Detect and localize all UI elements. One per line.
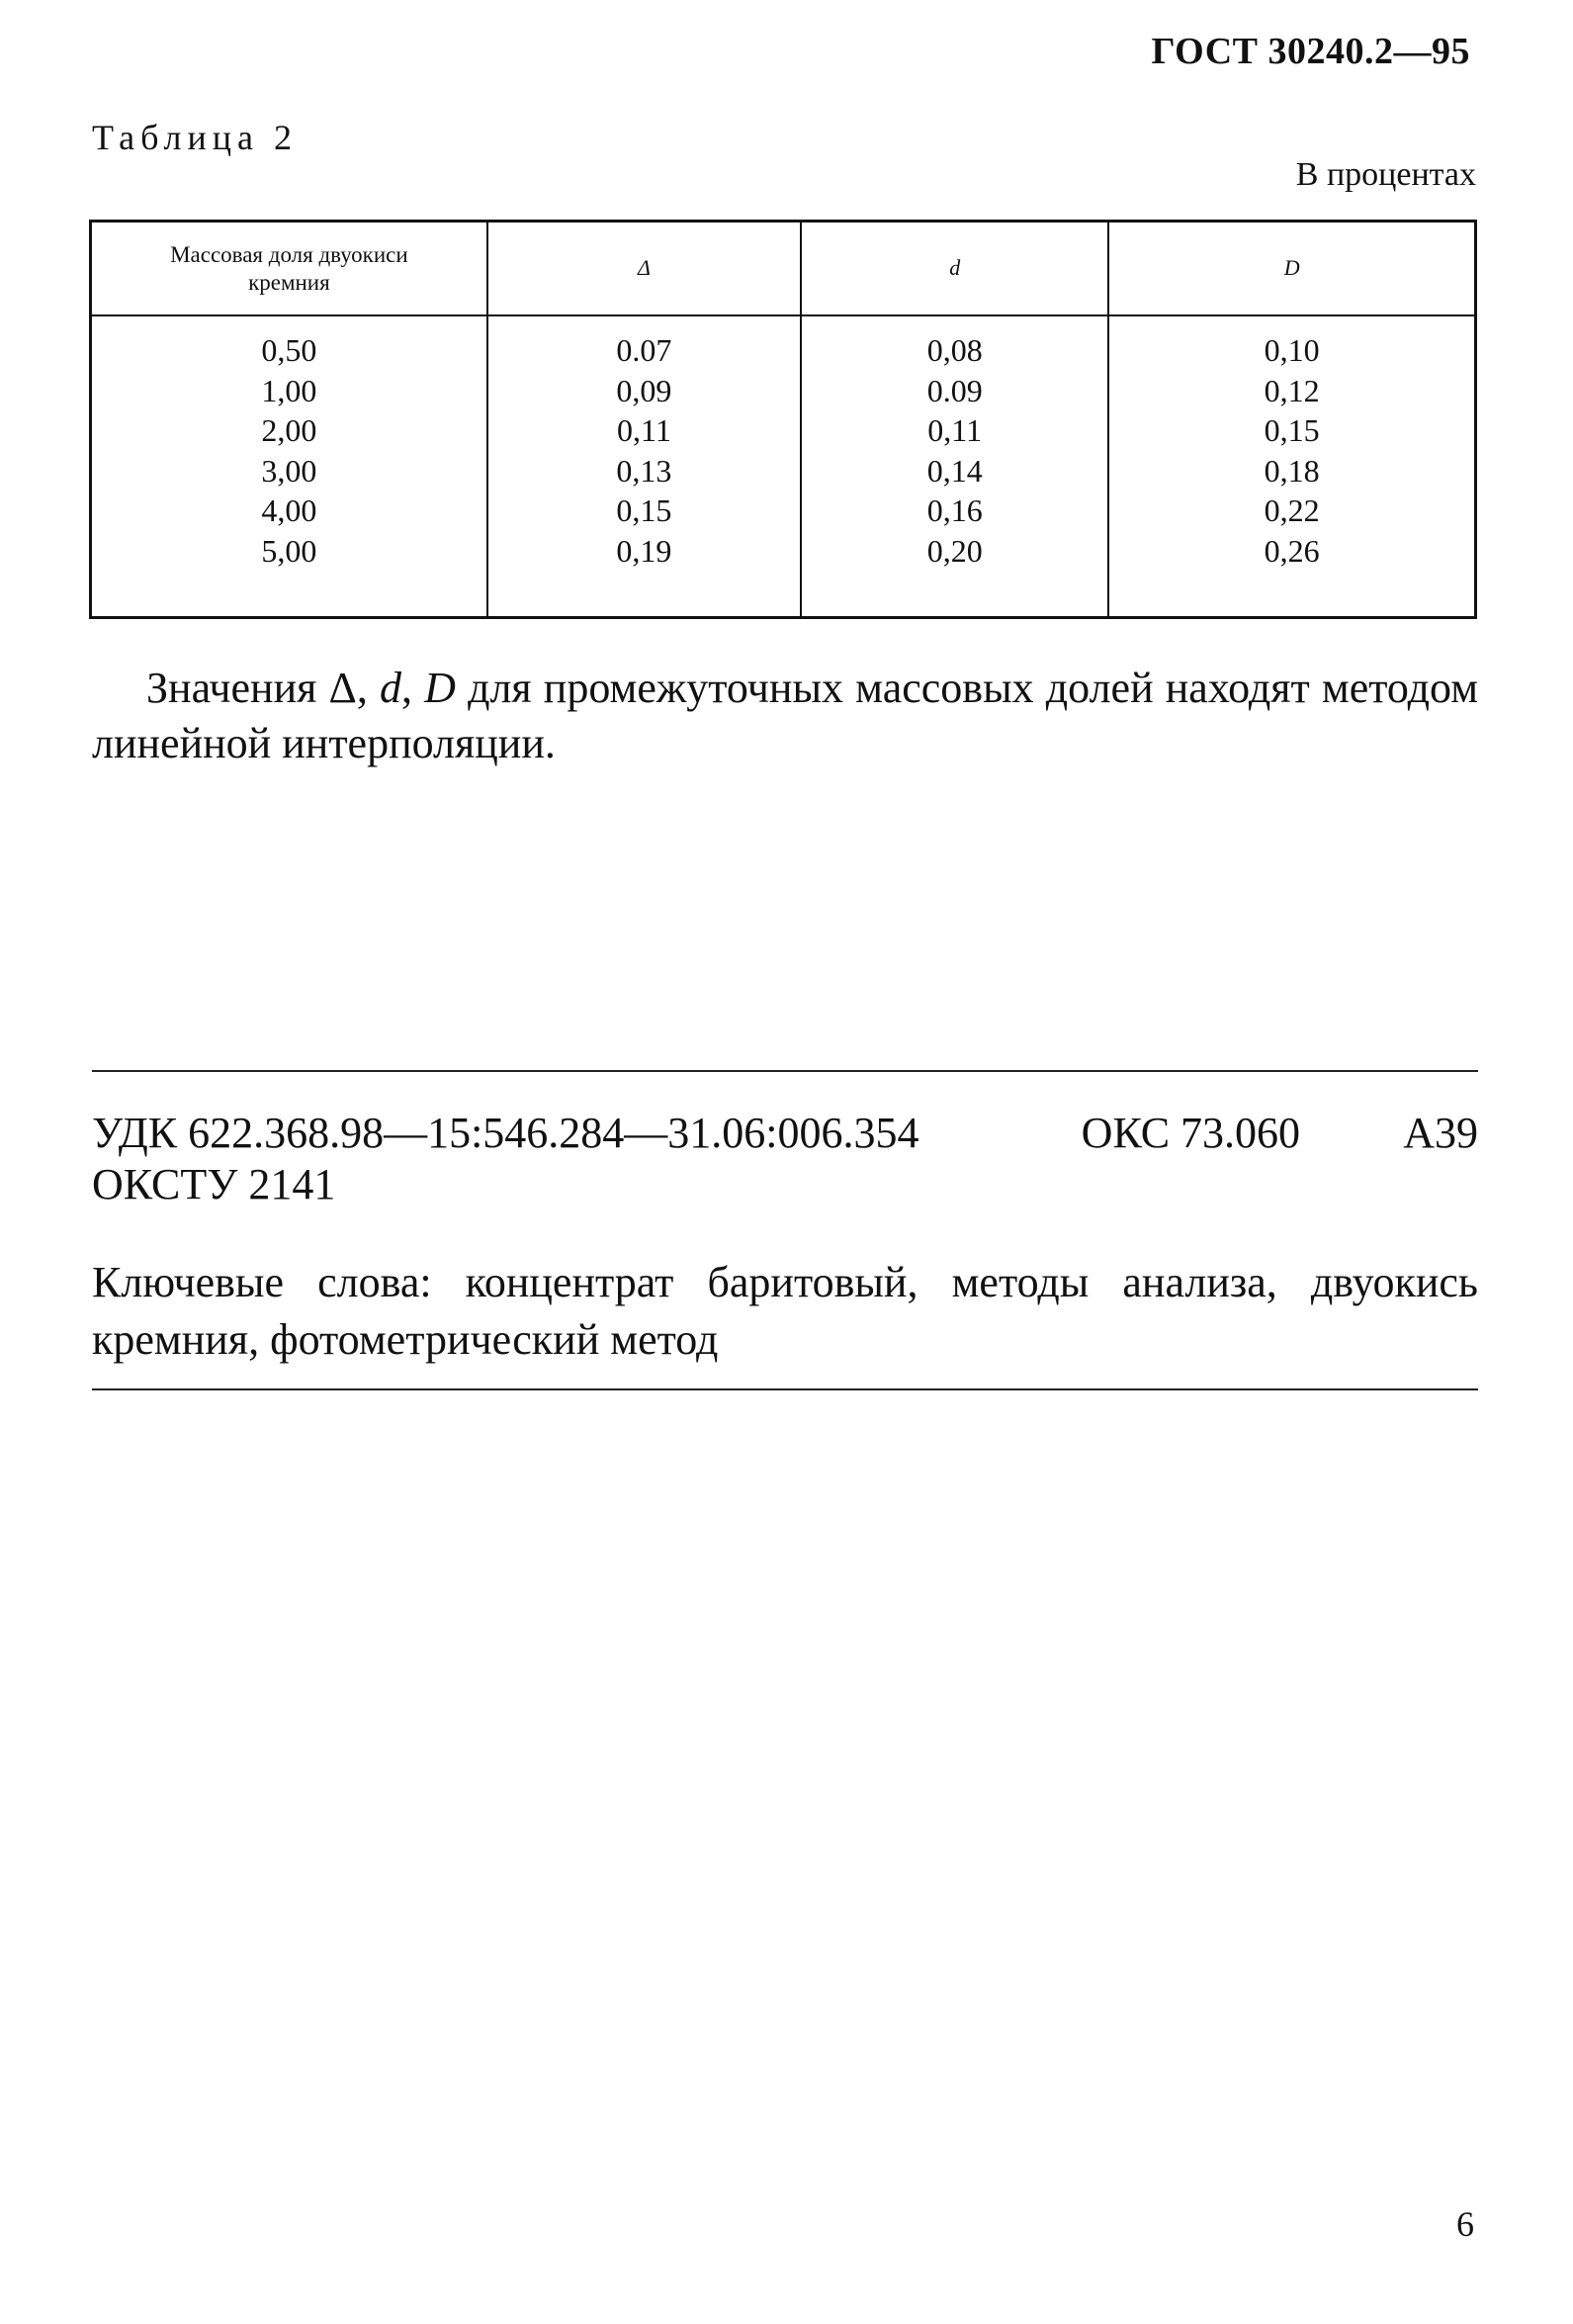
table-body-row — [91, 315, 1476, 618]
table-cell: 1,00 — [261, 372, 317, 408]
column-header-delta: Δ — [487, 222, 801, 316]
classification-line — [92, 1108, 1478, 1158]
note-symbol-d: d — [379, 664, 401, 712]
table-cell: 0,08 — [926, 332, 983, 368]
table-header-row — [91, 222, 1476, 316]
group-code: А39 — [1403, 1109, 1478, 1157]
column-d-values — [801, 315, 1108, 618]
bottom-divider — [92, 1388, 1478, 1390]
table-cell: 0.09 — [926, 372, 983, 408]
keywords — [92, 1254, 1478, 1369]
interpolation-note: Значения Δ, d, D для промежуточных массовых долей находят методом линейной интерполяции. — [92, 664, 1479, 767]
column-delta-values — [487, 315, 801, 618]
table-label: Таблица 2 — [92, 118, 298, 157]
oks-code: ОКС 73.060 — [1081, 1109, 1301, 1157]
table-cell: 0.07 — [616, 332, 672, 368]
note-symbol-delta: Δ — [328, 664, 357, 712]
column-header-D: D — [1108, 222, 1475, 316]
table-cell: 2,00 — [261, 412, 317, 448]
note-symbol-D: D — [424, 664, 456, 712]
table-cell: 4,00 — [261, 492, 317, 528]
table-units: В процентах — [1295, 156, 1476, 193]
table-cell: 0,16 — [926, 492, 983, 528]
table-cell: 0,22 — [1264, 492, 1320, 528]
column-header-mass-fraction: Массовая доля двуокиси кремния — [91, 222, 487, 316]
table-cell: 0,09 — [616, 372, 672, 408]
column-header-d: d — [801, 222, 1108, 316]
table-cell: 0,14 — [926, 452, 983, 489]
page-number: 6 — [1456, 2204, 1474, 2244]
column-D-values — [1108, 315, 1475, 618]
top-divider — [92, 1070, 1478, 1072]
table-cell: 0,11 — [927, 412, 983, 448]
document-code: ГОСТ 30240.2—95 — [1151, 31, 1470, 72]
table-cell: 0,13 — [616, 452, 672, 489]
table-cell: 0,15 — [616, 492, 672, 528]
data-table — [89, 220, 1477, 619]
table-cell: 0,20 — [926, 532, 983, 569]
note-lead: Значения — [146, 664, 317, 712]
table-cell: 0,19 — [616, 532, 672, 569]
table-cell: 5,00 — [261, 532, 317, 569]
table-cell: 0,11 — [617, 412, 671, 448]
note-text: для промежуточных массовых долей находят методом линейной интерполяции. — [92, 664, 1479, 767]
table-cell: 3,00 — [261, 452, 317, 489]
table-cell: 0,18 — [1264, 452, 1320, 489]
udk-code: УДК 622.368.98—15:546.284—31.06:006.354 — [92, 1109, 919, 1157]
okstu-code: ОКСТУ 2141 — [92, 1160, 336, 1208]
table-cell: 0,50 — [261, 332, 317, 368]
column-mass-fraction-values — [91, 315, 487, 618]
table-cell: 0,10 — [1264, 332, 1320, 368]
keywords-text: Ключевые слова: концентрат баритовый, методы анализа, двуокись кремния, фотометрический метод — [92, 1258, 1478, 1364]
table-cell: 0,26 — [1264, 532, 1320, 569]
table-cell: 0,15 — [1264, 412, 1320, 448]
table-cell: 0,12 — [1264, 372, 1320, 408]
